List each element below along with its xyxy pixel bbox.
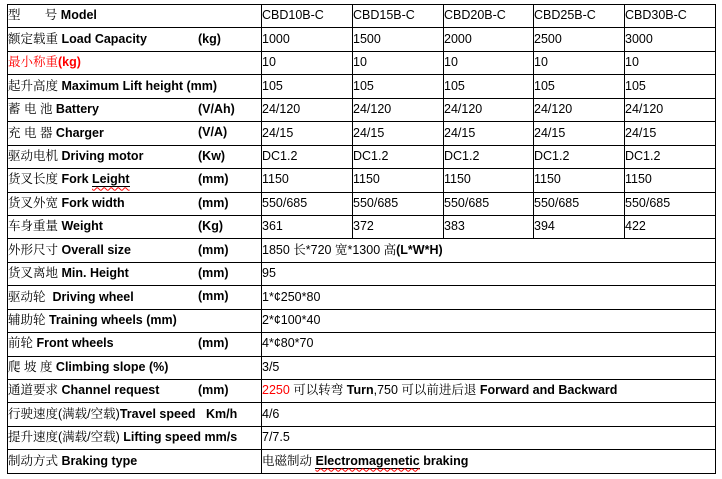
row-label: [8, 145, 262, 168]
text-part: 充 电 器: [8, 125, 56, 140]
spec-value: 383: [444, 215, 534, 238]
spec-row: [8, 356, 716, 379]
text-part: Weight: [61, 219, 103, 234]
spec-row: [8, 215, 716, 238]
spec-value: 1500: [353, 28, 444, 51]
spec-value: 10: [534, 51, 625, 74]
spec-table: [7, 4, 716, 474]
spec-value: DC1.2: [625, 145, 716, 168]
spec-value: 1150: [444, 169, 534, 192]
text-part: 最小称重: [8, 55, 59, 70]
spec-value: 24/15: [262, 122, 353, 145]
spec-row: [8, 309, 716, 332]
spec-value: 1150: [534, 169, 625, 192]
spec-value: DC1.2: [353, 145, 444, 168]
model-column-header: CBD25B-C: [534, 5, 625, 28]
unit-label: (mm): [198, 289, 229, 304]
spec-value: 10: [444, 51, 534, 74]
text-part: Forward and Backward: [479, 383, 618, 398]
spec-row: [8, 51, 716, 74]
spec-value: 10: [625, 51, 716, 74]
spec-row: [8, 403, 716, 426]
spec-value: 105: [444, 75, 534, 98]
spec-value: 3000: [625, 28, 716, 51]
text-part: Battery: [55, 102, 99, 117]
row-label: [8, 450, 262, 473]
spec-value: 105: [534, 75, 625, 98]
spec-value: 24/15: [625, 122, 716, 145]
text-part: 1*¢250*80: [262, 289, 321, 304]
spec-value-merged: [262, 333, 716, 356]
spec-row: [8, 380, 716, 403]
spec-row: [8, 98, 716, 121]
spec-row: [8, 192, 716, 215]
text-part: 2*¢100*40: [262, 313, 321, 328]
row-label: [8, 169, 262, 192]
row-label: [8, 403, 262, 426]
text-part: Channel request: [61, 383, 160, 398]
unit-label: (V/Ah): [198, 102, 235, 117]
text-part: Turn: [346, 383, 374, 398]
row-label: [8, 192, 262, 215]
text-part: Electromagenetic: [315, 453, 420, 468]
spec-value: 2000: [444, 28, 534, 51]
text-part: 3/5: [262, 359, 280, 374]
row-label: [8, 239, 262, 262]
row-label: [8, 28, 262, 51]
spec-value: DC1.2: [262, 145, 353, 168]
text-part: Fork: [61, 172, 93, 187]
spec-value: 105: [353, 75, 444, 98]
unit-label: (Kg): [198, 219, 223, 234]
spec-value: 1150: [625, 169, 716, 192]
spec-value: 550/685: [625, 192, 716, 215]
spec-value: DC1.2: [534, 145, 625, 168]
spec-value: 24/120: [353, 98, 444, 121]
text-part: 货叉离地: [8, 266, 62, 281]
model-column-header: CBD10B-C: [262, 5, 353, 28]
spec-row: [8, 262, 716, 285]
text-part: Load Capacity: [61, 31, 147, 46]
model-column-header: CBD20B-C: [444, 5, 534, 28]
text-part: 外形尺寸: [8, 242, 62, 257]
text-part: Training wheels (mm): [48, 313, 177, 328]
unit-label: (mm): [198, 266, 229, 281]
spec-row: [8, 75, 716, 98]
spec-value: 24/120: [262, 98, 353, 121]
spec-row: [8, 286, 716, 309]
text-part: 货叉长度: [8, 172, 62, 187]
spec-value: 1150: [353, 169, 444, 192]
unit-label: (V/A): [198, 125, 228, 140]
text-part: 提升速度(满载/空载): [8, 430, 124, 445]
unit-label: (mm): [198, 195, 229, 210]
header-row: [8, 5, 716, 28]
spec-value: 105: [262, 75, 353, 98]
spec-row: [8, 28, 716, 51]
text-part: Driving motor: [61, 148, 144, 163]
model-row-label: [8, 5, 262, 28]
text-part: Km/h: [205, 406, 238, 421]
spec-value: 550/685: [534, 192, 625, 215]
spec-value: 372: [353, 215, 444, 238]
spec-row: [8, 239, 716, 262]
spec-value: 24/120: [444, 98, 534, 121]
text-part: mm/s: [204, 430, 238, 445]
text-part: 95: [262, 266, 276, 281]
spec-value: 24/15: [534, 122, 625, 145]
row-label: [8, 309, 262, 332]
row-label: [8, 426, 262, 449]
text-part: braking: [423, 453, 469, 468]
spec-value-merged: [262, 450, 716, 473]
row-label: [8, 262, 262, 285]
text-part: Driving wheel: [52, 289, 134, 304]
text-part: 型 号: [8, 8, 61, 23]
text-part: Overall size: [61, 242, 131, 257]
spec-value: 105: [625, 75, 716, 98]
row-label: [8, 380, 262, 403]
text-part: 起升高度: [8, 78, 62, 93]
unit-label: (Kw): [198, 148, 226, 163]
spec-value-merged: [262, 380, 716, 403]
spec-row: [8, 169, 716, 192]
text-part: 前轮: [8, 336, 37, 351]
spec-value-merged: [262, 309, 716, 332]
model-column-header: CBD15B-C: [353, 5, 444, 28]
spec-row: [8, 145, 716, 168]
text-part: (L*W*H): [396, 242, 443, 257]
text-part: 行驶速度(满载/空载): [8, 406, 120, 421]
row-label: [8, 122, 262, 145]
text-part: Fork width: [61, 195, 125, 210]
row-label: [8, 75, 262, 98]
text-part: Lifting speed: [123, 430, 205, 445]
text-part: Braking type: [61, 453, 138, 468]
text-part: 驱动轮: [8, 289, 53, 304]
text-part: Maximum Lift height (mm): [61, 78, 218, 93]
text-part: 可以转弯: [289, 383, 347, 398]
text-part: Model: [60, 8, 97, 23]
spec-value-merged: [262, 403, 716, 426]
text-part: Climbing slope (%): [55, 359, 169, 374]
row-label: [8, 215, 262, 238]
spec-row: [8, 333, 716, 356]
spec-value: 10: [262, 51, 353, 74]
text-part: 1850 长*720 宽*1300 高: [262, 242, 397, 257]
unit-label: (mm): [198, 336, 229, 351]
text-part: 2250: [262, 383, 290, 398]
spec-value: 10: [353, 51, 444, 74]
spec-row: [8, 450, 716, 473]
text-part: 4*¢80*70: [262, 336, 314, 351]
text-part: 制动方式: [8, 453, 62, 468]
spec-value: 361: [262, 215, 353, 238]
spec-value: 550/685: [262, 192, 353, 215]
spec-value: 24/120: [625, 98, 716, 121]
text-part: 4/6: [262, 406, 280, 421]
text-part: Min. Height: [61, 266, 129, 281]
row-label: [8, 98, 262, 121]
spec-value: 24/15: [444, 122, 534, 145]
text-part: 车身重量: [8, 219, 62, 234]
spec-value: 1000: [262, 28, 353, 51]
spec-value: 1150: [262, 169, 353, 192]
model-column-header: CBD30B-C: [625, 5, 716, 28]
row-label: [8, 333, 262, 356]
text-part: 7/7.5: [262, 430, 290, 445]
spec-value: 24/15: [353, 122, 444, 145]
text-part: 蓄 电 池: [8, 102, 56, 117]
spec-value-merged: [262, 356, 716, 379]
text-part: 辅助轮: [8, 313, 49, 328]
text-part: Front wheels: [36, 336, 114, 351]
spec-table-body: [8, 5, 716, 474]
unit-label: (kg): [198, 31, 221, 46]
text-part: (kg): [58, 55, 81, 70]
spec-value: DC1.2: [444, 145, 534, 168]
row-label: [8, 51, 262, 74]
text-part: 通道要求: [8, 383, 62, 398]
text-part: 货叉外宽: [8, 195, 62, 210]
spec-value: 24/120: [534, 98, 625, 121]
unit-label: (mm): [198, 242, 229, 257]
spec-row: [8, 426, 716, 449]
text-part: ,750 可以前进后退: [373, 383, 480, 398]
spec-row: [8, 122, 716, 145]
row-label: [8, 356, 262, 379]
text-part: 爬 坡 度: [8, 359, 56, 374]
text-part: Charger: [55, 125, 104, 140]
text-part: Travel speed: [119, 406, 196, 421]
spec-value: 2500: [534, 28, 625, 51]
spec-value: 550/685: [353, 192, 444, 215]
spec-value-merged: [262, 286, 716, 309]
text-part: 电磁制动: [262, 453, 316, 468]
spec-value-merged: [262, 239, 716, 262]
row-label: [8, 286, 262, 309]
text-part: [196, 407, 206, 421]
spec-value: 550/685: [444, 192, 534, 215]
text-part: 额定载重: [8, 31, 62, 46]
unit-label: (mm): [198, 383, 229, 398]
text-part: Leight: [92, 172, 130, 187]
spec-value: 422: [625, 215, 716, 238]
unit-label: (mm): [198, 172, 229, 187]
text-part: 驱动电机: [8, 148, 62, 163]
spec-value-merged: [262, 262, 716, 285]
spec-value-merged: [262, 426, 716, 449]
spec-value: 394: [534, 215, 625, 238]
